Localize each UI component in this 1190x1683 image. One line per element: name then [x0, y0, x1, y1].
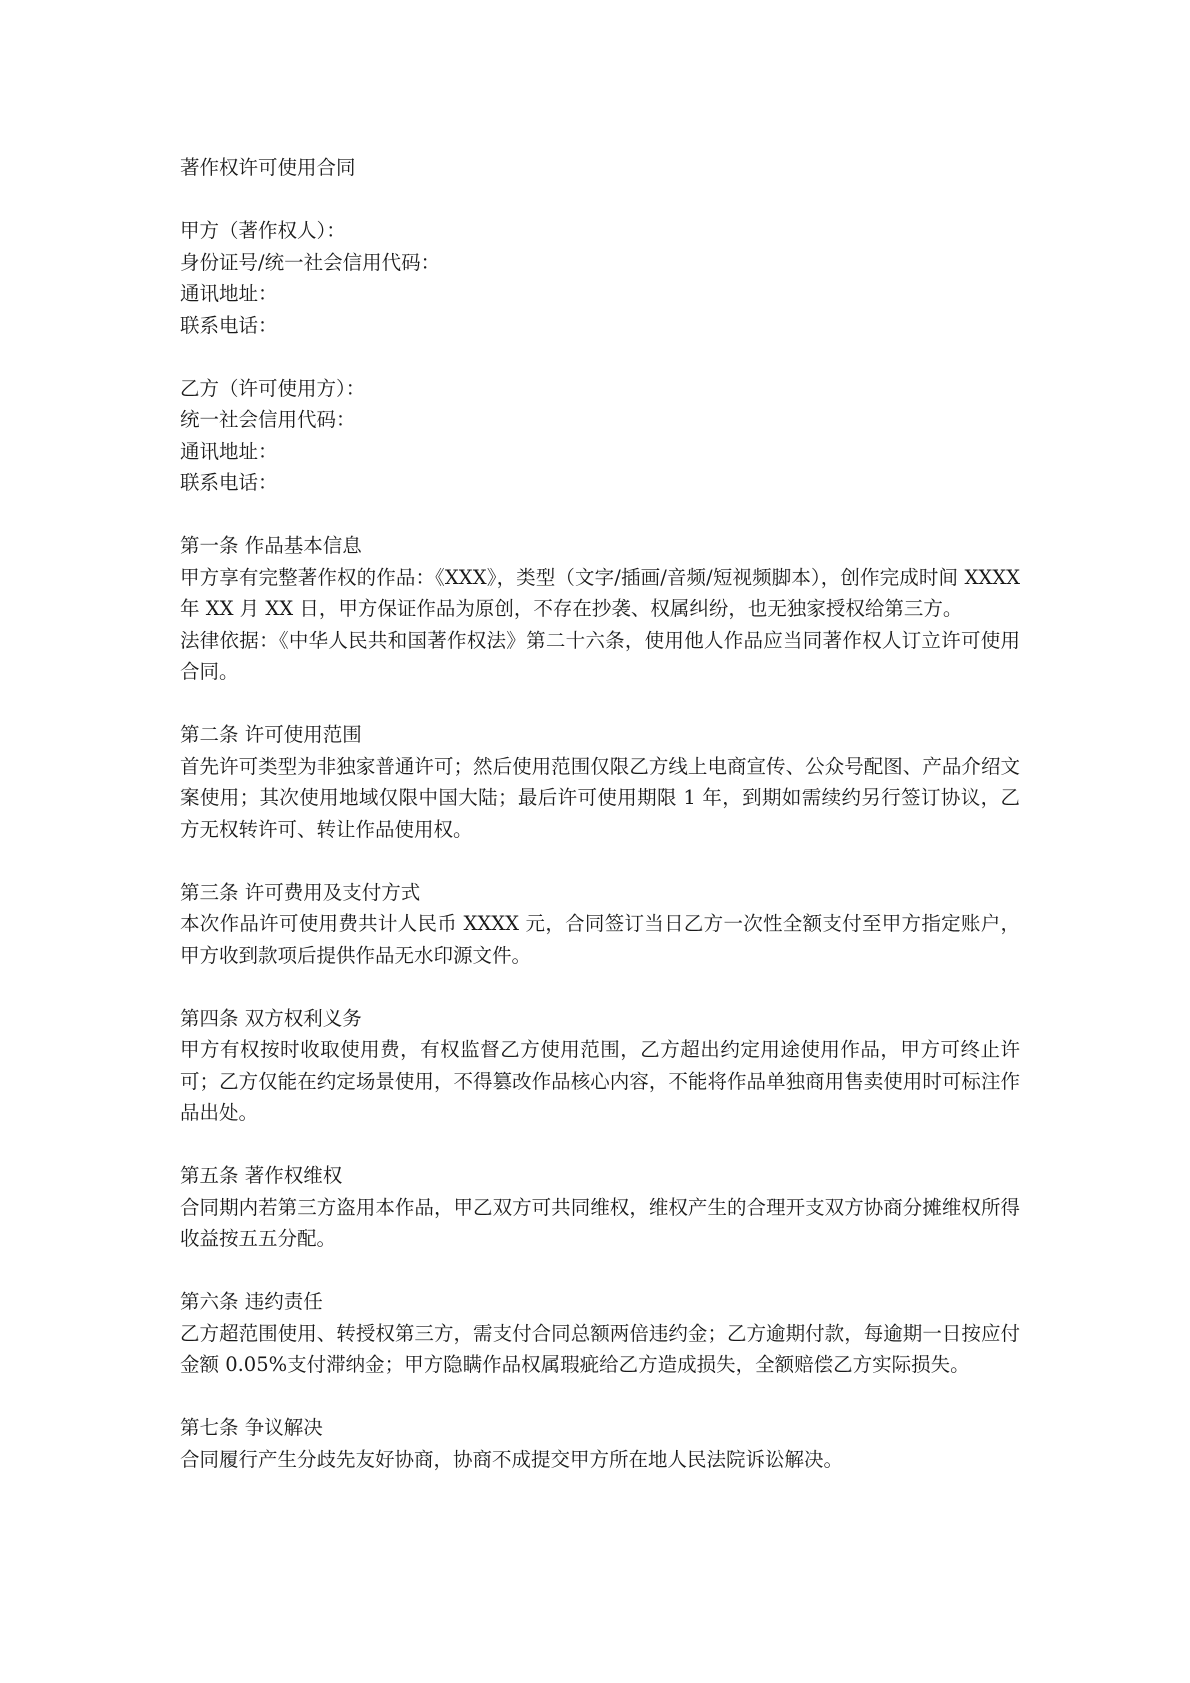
article-heading: 第六条 违约责任 — [180, 1290, 323, 1313]
article-paragraph: 甲方享有完整著作权的作品：《XXX》，类型（文字/插画/音频/短视频脚本），创作完成时间 XXXX 年 XX 月 XX 日，甲方保证作品为原创，不存在抄袭、权属纠纷，也无独家授权给第三方。 — [180, 565, 1020, 620]
article-heading: 第二条 许可使用范围 — [180, 723, 362, 746]
article-7 — [180, 1412, 1020, 1475]
party-b-label: 乙方（许可使用方）： — [180, 376, 366, 400]
article-3 — [180, 877, 1020, 972]
article-paragraph: 乙方超范围使用、转授权第三方，需支付合同总额两倍违约金；乙方逾期付款，每逾期一日按应付金额 0.05%支付滞纳金；甲方隐瞒作品权属瑕疵给乙方造成损失，全额赔偿乙方实际损失。 — [180, 1321, 1020, 1376]
article-heading: 第七条 争议解决 — [180, 1416, 323, 1439]
party-b-address-label: 通讯地址： — [180, 439, 278, 463]
party-a-phone-label: 联系电话： — [180, 313, 278, 337]
article-paragraph: 甲方有权按时收取使用费，有权监督乙方使用范围，乙方超出约定用途使用作品，甲方可终止许可；乙方仅能在约定场景使用，不得篡改作品核心内容，不能将作品单独商用售卖使用时可标注作品出处。 — [180, 1038, 1020, 1124]
party-a-address-label: 通讯地址： — [180, 282, 278, 305]
article-4 — [180, 1003, 1020, 1129]
party-b-block — [180, 373, 1020, 499]
article-paragraph: 本次作品许可使用费共计人民币 XXXX 元，合同签订当日乙方一次性全额支付至甲方指定账户，甲方收到款项后提供作品无水印源文件。 — [180, 912, 1020, 967]
party-b-phone-label: 联系电话： — [180, 471, 278, 494]
article-heading: 第一条 作品基本信息 — [180, 534, 362, 557]
article-heading: 第四条 双方权利义务 — [180, 1006, 362, 1030]
article-6 — [180, 1286, 1020, 1381]
party-a-id-label: 身份证号/统一社会信用代码： — [180, 250, 441, 274]
article-paragraph: 首先许可类型为非独家普通许可；然后使用范围仅限乙方线上电商宣传、公众号配图、产品介绍文案使用；其次使用地域仅限中国大陆；最后许可使用期限 1 年，到期如需续约另行签订协议，乙方无权转许可、转让作品使用权。 — [180, 754, 1020, 841]
article-paragraph: 合同履行产生分歧先友好协商，协商不成提交甲方所在地人民法院诉讼解决。 — [180, 1447, 844, 1471]
article-1 — [180, 530, 1020, 688]
document-page — [180, 152, 1020, 1507]
article-5 — [180, 1160, 1020, 1255]
document-title: 著作权许可使用合同 — [180, 156, 356, 179]
party-a-block — [180, 215, 1020, 341]
party-b-credit-code-label: 统一社会信用代码： — [180, 408, 356, 431]
party-a-label: 甲方（著作权人）： — [180, 219, 346, 242]
article-heading: 第三条 许可费用及支付方式 — [180, 880, 421, 904]
article-heading: 第五条 著作权维权 — [180, 1164, 343, 1187]
article-paragraph: 法律依据：《中华人民共和国著作权法》第二十六条，使用他人作品应当同著作权人订立许可使用合同。 — [180, 628, 1020, 683]
article-paragraph: 合同期内若第三方盗用本作品，甲乙双方可共同维权，维权产生的合理开支双方协商分摊维权所得收益按五五分配。 — [180, 1195, 1020, 1250]
article-2 — [180, 719, 1020, 845]
